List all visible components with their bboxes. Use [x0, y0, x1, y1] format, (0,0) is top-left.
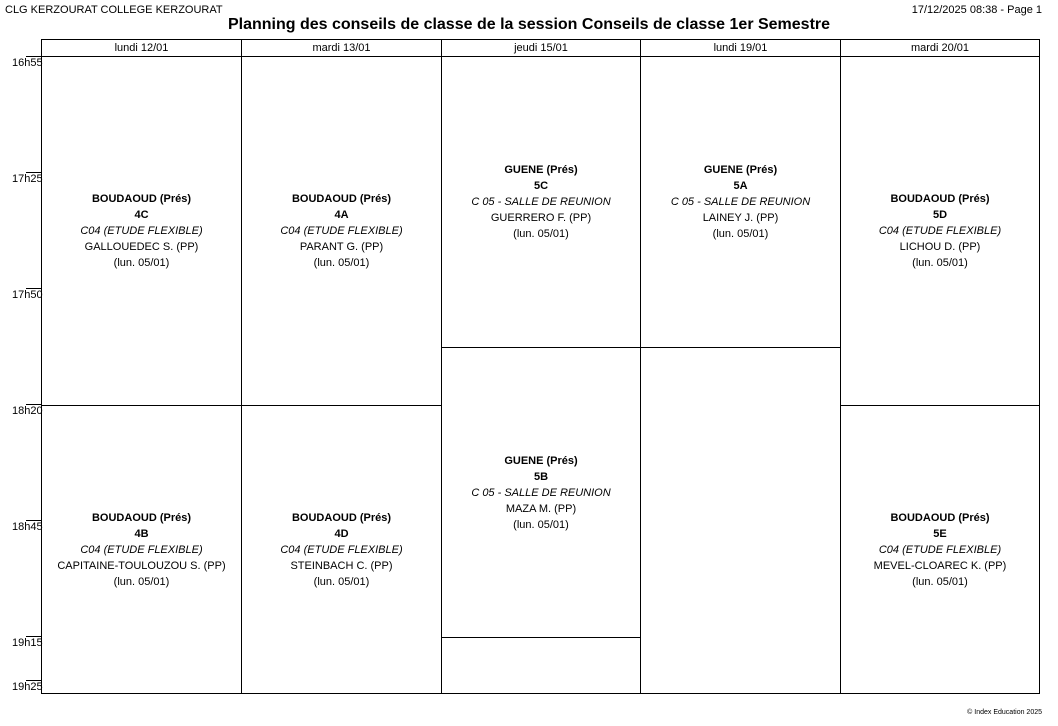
- time-tick: [26, 520, 41, 521]
- main-teacher: GALLOUEDEC S. (PP): [84, 241, 199, 253]
- time-tick: [26, 56, 41, 57]
- council-slot[interactable]: [242, 57, 441, 406]
- room: C04 (ETUDE FLEXIBLE): [878, 225, 1002, 237]
- class-name: 5B: [533, 470, 549, 483]
- president: GUENE (Prés): [504, 164, 578, 176]
- time-tick: [26, 172, 41, 173]
- time-tick: [26, 288, 41, 289]
- class-name: 5E: [933, 528, 947, 540]
- day-column: [841, 40, 1039, 693]
- room: C04 (ETUDE FLEXIBLE): [878, 544, 1002, 556]
- day-column: [442, 40, 641, 693]
- president: BOUDAOUD (Prés): [291, 512, 391, 524]
- president: GUENE (Prés): [504, 454, 578, 467]
- room: C04 (ETUDE FLEXIBLE): [280, 544, 403, 556]
- class-name: 4B: [134, 528, 149, 540]
- main-teacher: MAZA M. (PP): [505, 502, 577, 515]
- schedule-grid: [41, 39, 1040, 694]
- day-header: lundi 12/01: [42, 40, 241, 57]
- president: BOUDAOUD (Prés): [91, 193, 191, 205]
- time-label: 19h15: [12, 637, 43, 649]
- council-slot[interactable]: [641, 57, 840, 348]
- president: BOUDAOUD (Prés): [91, 512, 191, 524]
- deadline-date: (lun. 05/01): [313, 257, 370, 269]
- time-label: 16h55: [12, 57, 43, 69]
- class-name: 4D: [334, 528, 349, 540]
- day-header: jeudi 15/01: [442, 40, 640, 57]
- class-name: 4C: [134, 209, 149, 221]
- day-header: lundi 19/01: [641, 40, 840, 57]
- deadline-date: (lun. 05/01): [912, 257, 968, 269]
- class-name: 5D: [932, 209, 948, 221]
- deadline-date: (lun. 05/01): [113, 257, 170, 269]
- council-slot[interactable]: [442, 348, 640, 638]
- main-teacher: MEVEL-CLOAREC K. (PP): [873, 560, 1007, 572]
- time-label: 19h25: [12, 681, 43, 693]
- president: GUENE (Prés): [703, 164, 778, 176]
- day-column: [42, 40, 242, 693]
- council-slot[interactable]: [42, 57, 241, 406]
- room: C 05 - SALLE DE REUNION: [670, 196, 811, 208]
- president: BOUDAOUD (Prés): [291, 193, 391, 205]
- copyright-footer: © Index Education 2025: [967, 709, 1042, 716]
- council-slot[interactable]: [442, 57, 640, 348]
- day-column: [641, 40, 841, 693]
- room: C04 (ETUDE FLEXIBLE): [80, 544, 203, 556]
- deadline-date: (lun. 05/01): [113, 576, 170, 588]
- room: C04 (ETUDE FLEXIBLE): [280, 225, 403, 237]
- time-tick: [26, 636, 41, 637]
- main-teacher: LICHOU D. (PP): [899, 241, 981, 253]
- council-slot[interactable]: [42, 406, 241, 694]
- class-name: 4A: [334, 209, 349, 221]
- president: BOUDAOUD (Prés): [890, 512, 990, 524]
- class-name: 5C: [533, 180, 549, 192]
- print-date-page: 17/12/2025 08:38 - Page 1: [911, 4, 1042, 16]
- class-name: 5A: [733, 180, 748, 192]
- day-header: mardi 13/01: [242, 40, 441, 57]
- council-slot[interactable]: [841, 406, 1039, 694]
- time-label: 18h45: [12, 521, 43, 533]
- main-teacher: CAPITAINE-TOULOUZOU S. (PP): [57, 560, 226, 572]
- school-name: CLG KERZOURAT COLLEGE KERZOURAT: [5, 4, 223, 16]
- deadline-date: (lun. 05/01): [313, 576, 370, 588]
- president: BOUDAOUD (Prés): [890, 193, 990, 205]
- time-tick: [26, 680, 41, 681]
- deadline-date: (lun. 05/01): [513, 228, 569, 240]
- main-teacher: GUERRERO F. (PP): [490, 212, 592, 224]
- time-tick: [26, 404, 41, 405]
- main-teacher: STEINBACH C. (PP): [290, 560, 393, 572]
- council-slot[interactable]: [841, 57, 1039, 406]
- time-label: 17h25: [12, 173, 43, 185]
- time-label: 17h50: [12, 289, 43, 301]
- room: C04 (ETUDE FLEXIBLE): [80, 225, 203, 237]
- room: C 05 - SALLE DE REUNION: [471, 486, 611, 499]
- deadline-date: (lun. 05/01): [712, 228, 769, 240]
- deadline-date: (lun. 05/01): [513, 518, 569, 531]
- main-teacher: PARANT G. (PP): [299, 241, 384, 253]
- room: C 05 - SALLE DE REUNION: [471, 196, 611, 208]
- deadline-date: (lun. 05/01): [912, 576, 968, 588]
- day-column: [242, 40, 442, 693]
- page-title: Planning des conseils de classe de la session Conseils de classe 1er Semestre: [227, 16, 831, 33]
- council-slot[interactable]: [242, 406, 441, 694]
- main-teacher: LAINEY J. (PP): [702, 212, 779, 224]
- time-label: 18h20: [12, 405, 43, 417]
- day-header: mardi 20/01: [841, 40, 1039, 57]
